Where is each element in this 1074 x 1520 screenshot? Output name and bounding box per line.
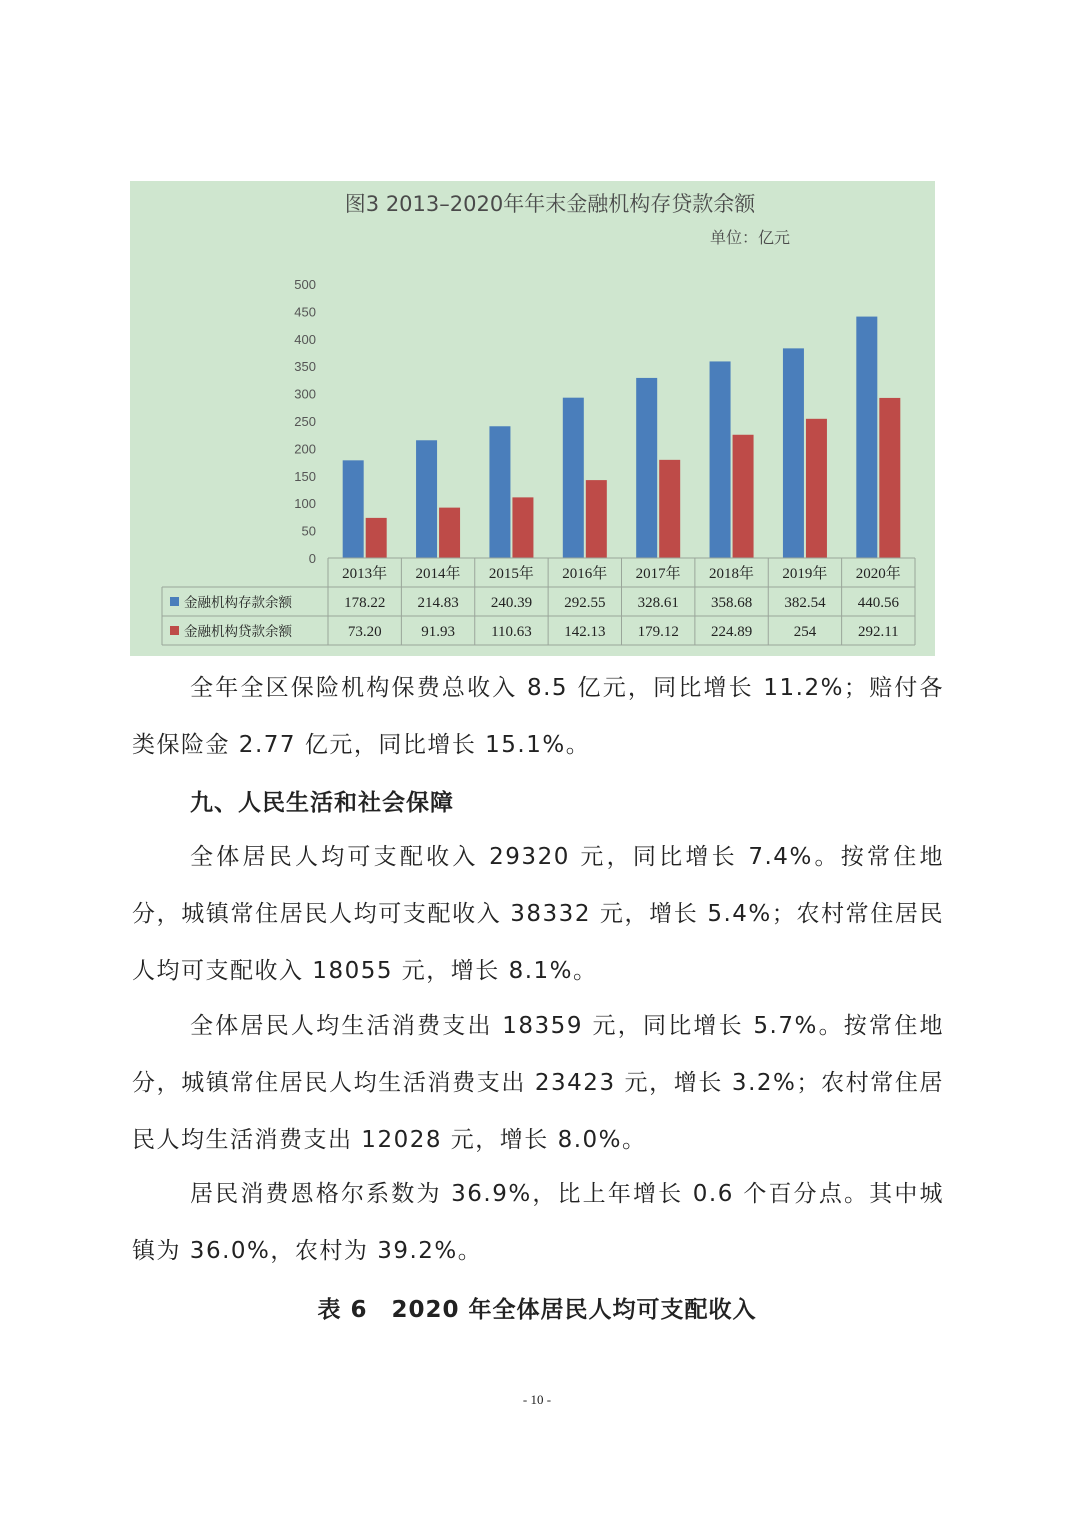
loan-bar <box>879 398 900 558</box>
y-tick-label: 350 <box>294 359 316 375</box>
data-label: 142.13 <box>564 624 606 640</box>
section-heading: 九、人民生活和社会保障 <box>190 790 454 816</box>
data-label: 358.68 <box>710 595 753 611</box>
data-label: 91.93 <box>421 624 455 640</box>
x-tick-label: 2015年 <box>488 566 534 582</box>
y-tick-label: 100 <box>294 496 316 512</box>
deposit-bar <box>416 440 437 558</box>
deposit-bar <box>563 398 584 558</box>
deposit-bar <box>783 348 804 558</box>
y-tick-label: 50 <box>301 523 316 539</box>
loan-bar <box>439 508 460 558</box>
deposit-bar <box>856 317 877 558</box>
data-label: 328.61 <box>637 595 679 611</box>
data-label: 254 <box>793 624 817 640</box>
loan-bar <box>733 435 754 558</box>
deposit-legend-label: 金融机构存款余额 <box>184 595 292 611</box>
y-tick-label: 450 <box>294 304 316 320</box>
consumption-paragraph: 全体居民人均生活消费支出 18359 元，同比增长 5.7%。按常住地分，城镇常住居民人均生活消费支出 23423 元，增长 3.2%；农村常住居民人均生活消费支出 12028 元，增长 8.0%。 <box>132 1013 944 1153</box>
deposit-bar <box>636 378 657 558</box>
bars <box>343 317 901 558</box>
loan-bar <box>659 460 680 558</box>
data-label: 178.22 <box>344 595 386 611</box>
x-tick-label: 2019年 <box>782 566 828 582</box>
deposit-bar <box>489 426 510 558</box>
engel-paragraph: 居民消费恩格尔系数为 36.9%，比上年增长 0.6 个百分点。其中城镇为 36.0%，农村为 39.2%。 <box>132 1181 944 1264</box>
page-number: - 10 - <box>522 1392 552 1407</box>
deposit-bar <box>343 460 364 558</box>
data-label: 73.20 <box>347 624 382 640</box>
y-tick-label: 400 <box>294 331 316 347</box>
deposit-bar <box>710 361 731 558</box>
loan-bar <box>366 518 387 558</box>
x-tick-label: 2016年 <box>562 566 608 582</box>
y-tick-label: 200 <box>294 441 316 457</box>
deposit-loan-chart <box>130 181 935 656</box>
data-label: 240.39 <box>490 595 533 611</box>
chart-unit: 单位：亿元 <box>709 228 790 247</box>
x-tick-label: 2018年 <box>709 566 755 582</box>
x-tick-label: 2020年 <box>855 566 901 582</box>
loan-legend-label: 金融机构贷款余额 <box>184 624 292 640</box>
deposit-legend-swatch <box>170 597 179 606</box>
chart-title: 图3 2013–2020年年末金融机构存贷款余额 <box>344 192 756 216</box>
data-label: 179.12 <box>637 624 679 640</box>
x-tick-label: 2013年 <box>342 566 388 582</box>
income-paragraph: 全体居民人均可支配收入 29320 元，同比增长 7.4%。按常住地分，城镇常住居民人均可支配收入 38332 元，增长 5.4%；农村常住居民人均可支配收入 18055 元，增长 8.1%。 <box>132 844 944 984</box>
x-tick-label: 2017年 <box>635 566 681 582</box>
loan-bar <box>586 480 607 558</box>
data-label: 382.54 <box>784 595 826 611</box>
y-tick-label: 300 <box>294 386 316 402</box>
insurance-paragraph: 全年全区保险机构保费总收入 8.5 亿元，同比增长 11.2%；赔付各类保险金 2.77 亿元，同比增长 15.1%。 <box>132 675 944 758</box>
data-label: 214.83 <box>417 595 459 611</box>
data-label: 224.89 <box>710 624 753 640</box>
data-label: 292.11 <box>857 624 899 640</box>
x-tick-label: 2014年 <box>415 566 461 582</box>
data-label: 110.63 <box>491 624 532 640</box>
chart-svg <box>130 181 935 656</box>
y-tick-label: 0 <box>308 551 316 566</box>
y-tick-label: 500 <box>294 277 316 292</box>
y-axis <box>294 277 316 566</box>
loan-legend-swatch <box>170 626 179 635</box>
table-caption: 表 6 2020 年全体居民人均可支配收入 <box>317 1297 757 1323</box>
y-tick-label: 150 <box>294 468 316 484</box>
loan-bar <box>806 419 827 558</box>
y-tick-label: 250 <box>294 414 316 429</box>
data-table <box>162 558 915 645</box>
data-label: 440.56 <box>857 595 899 611</box>
data-label: 292.55 <box>564 595 606 611</box>
loan-bar <box>512 497 533 558</box>
